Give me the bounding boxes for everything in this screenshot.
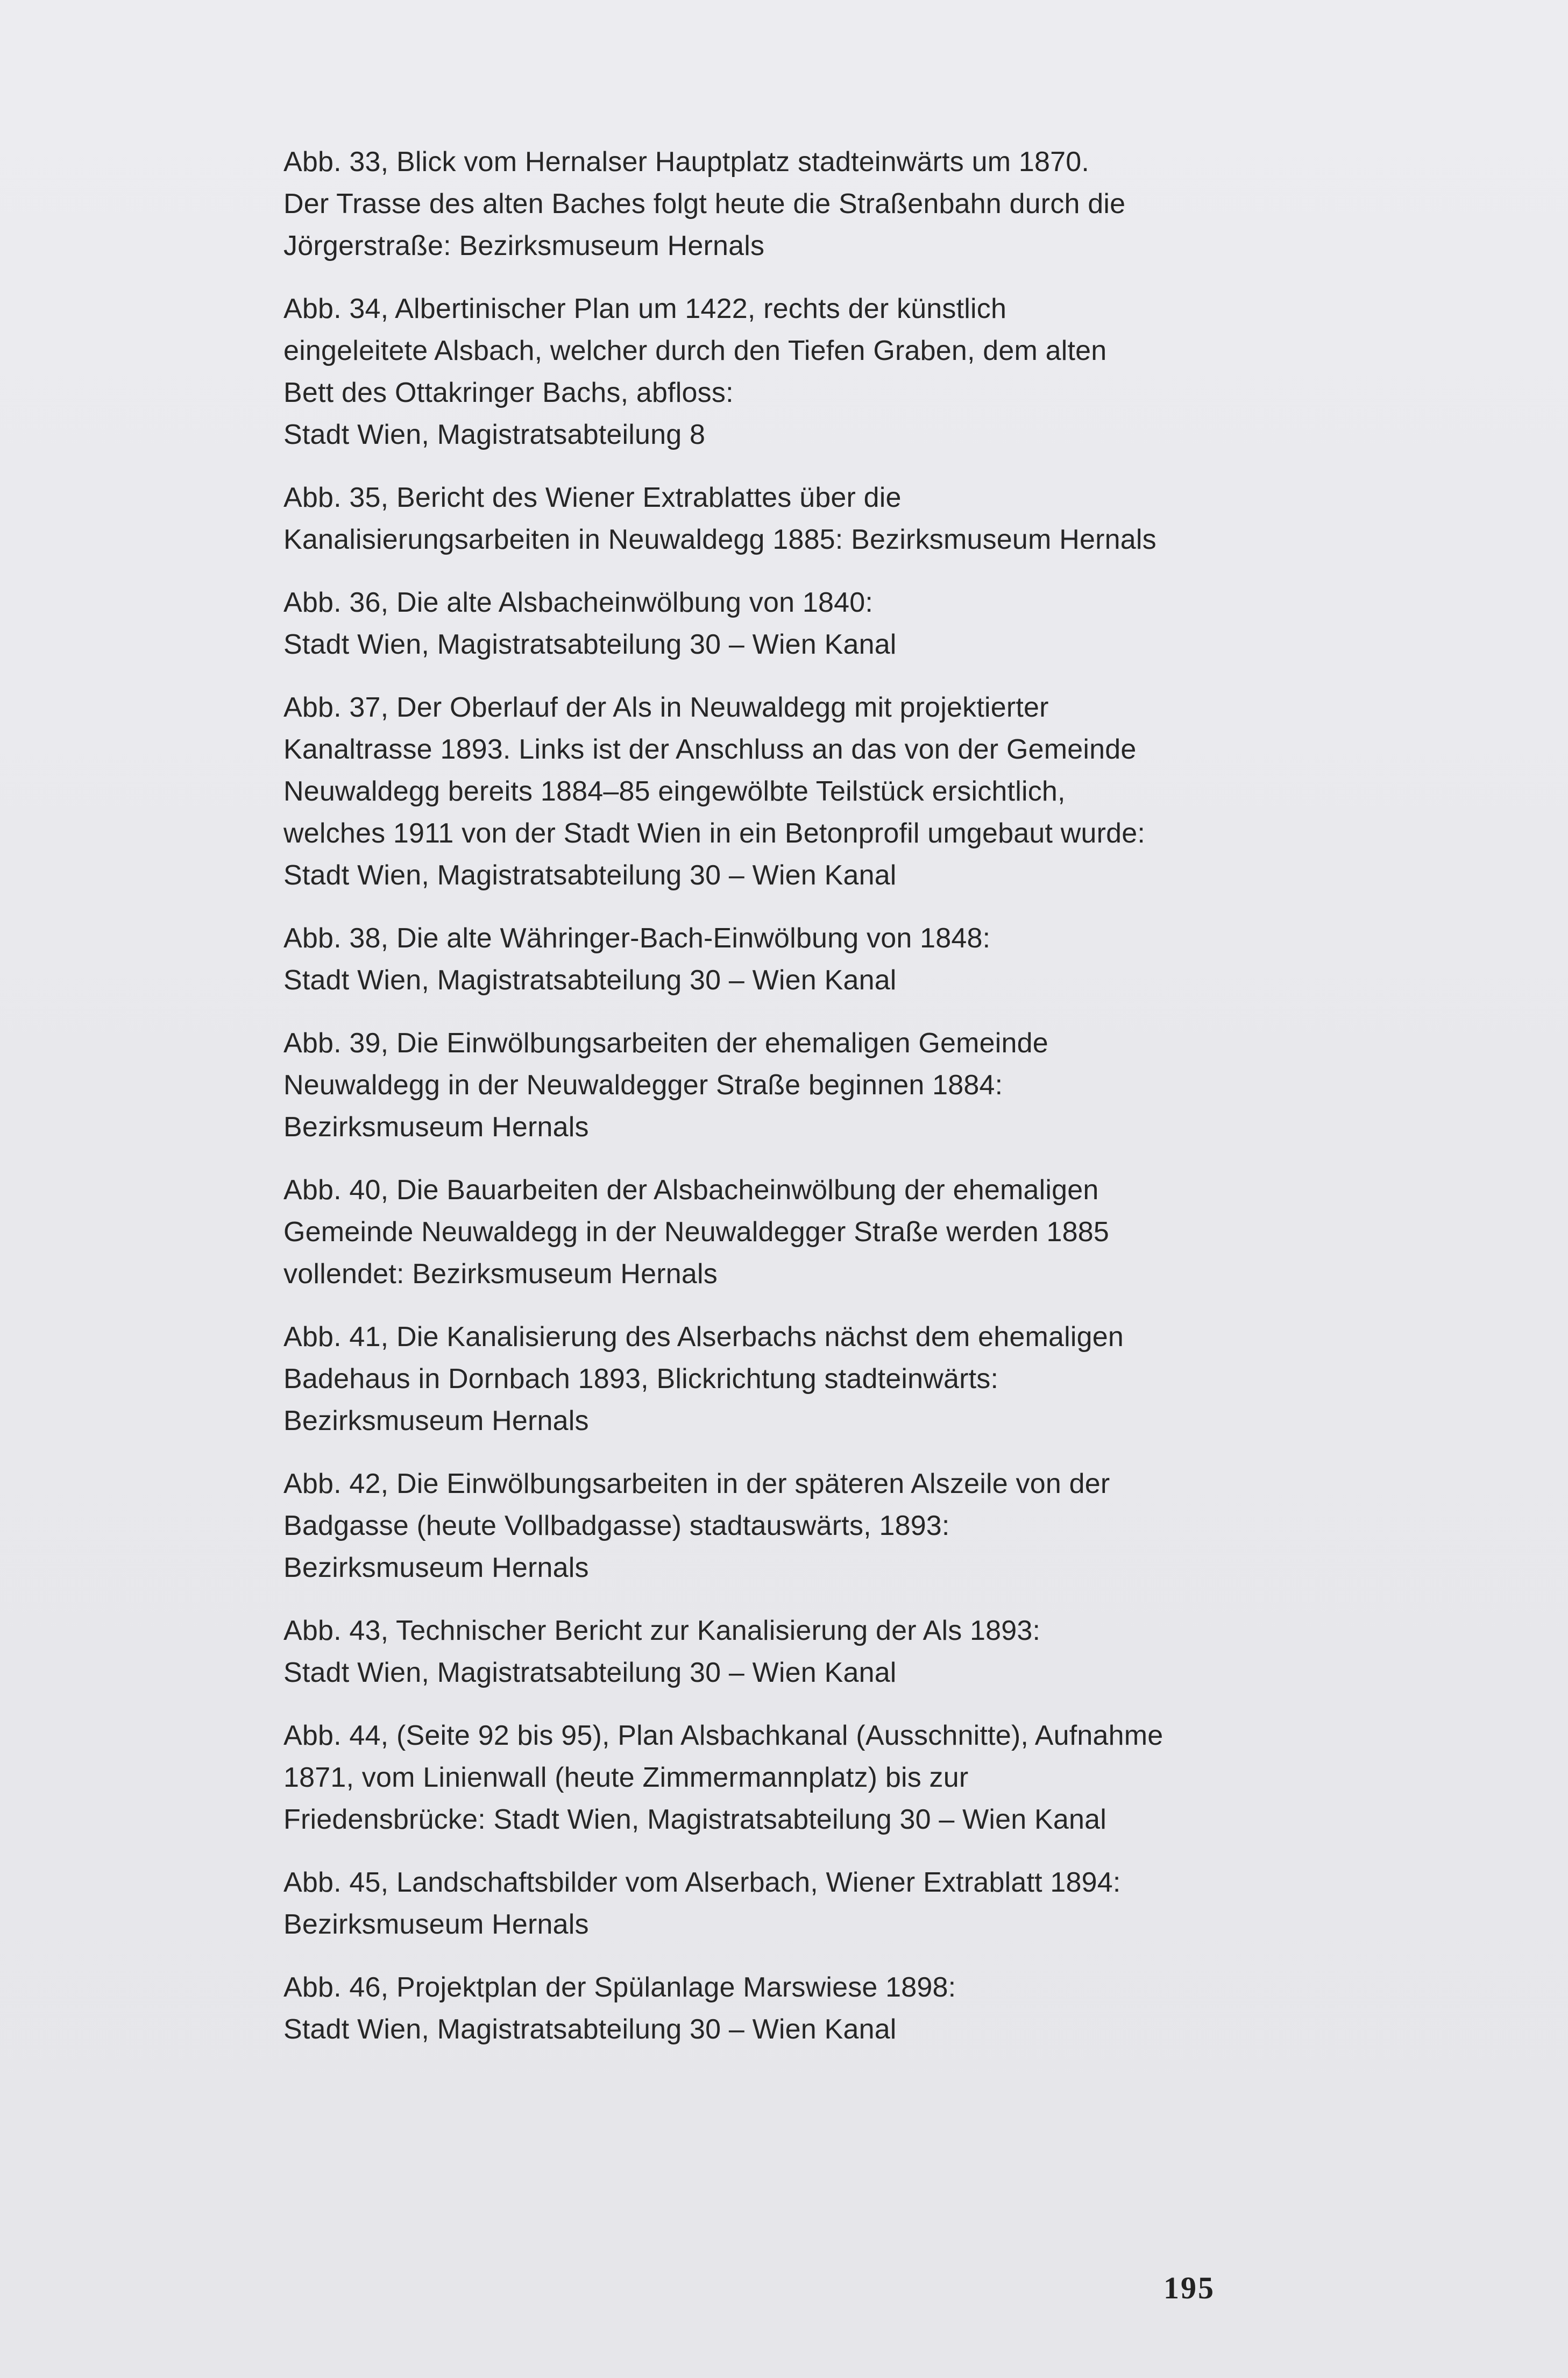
- figure-caption: [283, 1862, 1386, 1945]
- figure-caption: [283, 1316, 1386, 1442]
- caption-line: Abb. 42, Die Einwölbungsarbeiten in der späteren Alszeile von der: [283, 1468, 1110, 1499]
- figure-caption: [283, 686, 1386, 896]
- caption-line: Abb. 33, Blick vom Hernalser Hauptplatz stadteinwärts um 1870.: [283, 146, 1090, 178]
- caption-line: 1871, vom Linienwall (heute Zimmermannplatz) bis zur: [283, 1762, 969, 1793]
- caption-line: eingeleitete Alsbach, welcher durch den Tiefen Graben, dem alten: [283, 335, 1107, 366]
- caption-line: Badehaus in Dornbach 1893, Blickrichtung stadteinwärts:: [283, 1363, 999, 1395]
- page-number: 195: [1163, 2270, 1215, 2305]
- caption-line: Abb. 40, Die Bauarbeiten der Alsbacheinwölbung der ehemaligen: [283, 1174, 1099, 1206]
- caption-line: Jörgerstraße: Bezirksmuseum Hernals: [283, 230, 765, 261]
- figure-captions-list: [283, 141, 1386, 2071]
- caption-line: Neuwaldegg in der Neuwaldegger Straße beginnen 1884:: [283, 1070, 1003, 1101]
- caption-line: Abb. 38, Die alte Währinger-Bach-Einwölbung von 1848:: [283, 923, 991, 954]
- caption-line: Stadt Wien, Magistratsabteilung 30 – Wien Kanal: [283, 2014, 897, 2045]
- caption-line: Abb. 43, Technischer Bericht zur Kanalisierung der Als 1893:: [283, 1615, 1041, 1646]
- caption-line: Stadt Wien, Magistratsabteilung 30 – Wien Kanal: [283, 860, 897, 891]
- caption-line: Abb. 41, Die Kanalisierung des Alserbachs nächst dem ehemaligen: [283, 1321, 1124, 1353]
- figure-caption: [283, 1463, 1386, 1589]
- caption-line: Stadt Wien, Magistratsabteilung 8: [283, 419, 706, 450]
- caption-line: welches 1911 von der Stadt Wien in ein Betonprofil umgebaut wurde:: [283, 818, 1146, 849]
- caption-line: Abb. 45, Landschaftsbilder vom Alserbach, Wiener Extrablatt 1894:: [283, 1867, 1121, 1898]
- caption-line: Abb. 35, Bericht des Wiener Extrablattes über die: [283, 482, 902, 513]
- figure-caption: [283, 141, 1386, 267]
- caption-line: Abb. 46, Projektplan der Spülanlage Marswiese 1898:: [283, 1972, 956, 2003]
- caption-line: Kanalisierungsarbeiten in Neuwaldegg 1885: Bezirksmuseum Hernals: [283, 524, 1157, 555]
- figure-caption: [283, 917, 1386, 1001]
- caption-line: Stadt Wien, Magistratsabteilung 30 – Wien Kanal: [283, 1657, 897, 1688]
- caption-line: Stadt Wien, Magistratsabteilung 30 – Wien Kanal: [283, 629, 897, 660]
- figure-caption: [283, 1966, 1386, 2050]
- caption-line: Bezirksmuseum Hernals: [283, 1909, 589, 1940]
- caption-line: Abb. 39, Die Einwölbungsarbeiten der ehemaligen Gemeinde: [283, 1028, 1048, 1059]
- caption-line: Bett des Ottakringer Bachs, abfloss:: [283, 377, 734, 408]
- caption-line: Kanaltrasse 1893. Links ist der Anschluss an das von der Gemeinde: [283, 734, 1137, 765]
- figure-caption: [283, 582, 1386, 666]
- caption-line: Der Trasse des alten Baches folgt heute die Straßenbahn durch die: [283, 188, 1126, 220]
- caption-line: Friedensbrücke: Stadt Wien, Magistratsabteilung 30 – Wien Kanal: [283, 1804, 1107, 1835]
- caption-line: Bezirksmuseum Hernals: [283, 1405, 589, 1436]
- caption-line: Abb. 44, (Seite 92 bis 95), Plan Alsbachkanal (Ausschnitte), Aufnahme: [283, 1720, 1163, 1751]
- figure-caption: [283, 477, 1386, 561]
- caption-line: Bezirksmuseum Hernals: [283, 1112, 589, 1143]
- figure-caption: [283, 288, 1386, 456]
- caption-line: Neuwaldegg bereits 1884–85 eingewölbte Teilstück ersichtlich,: [283, 776, 1066, 807]
- caption-line: Abb. 34, Albertinischer Plan um 1422, rechts der künstlich: [283, 293, 1007, 324]
- caption-line: Bezirksmuseum Hernals: [283, 1552, 589, 1583]
- caption-line: Abb. 36, Die alte Alsbacheinwölbung von 1840:: [283, 587, 873, 618]
- caption-line: Abb. 37, Der Oberlauf der Als in Neuwaldegg mit projektierter: [283, 692, 1049, 723]
- caption-line: Badgasse (heute Vollbadgasse) stadtauswärts, 1893:: [283, 1510, 950, 1541]
- figure-caption: [283, 1610, 1386, 1694]
- caption-line: vollendet: Bezirksmuseum Hernals: [283, 1258, 718, 1290]
- caption-line: Stadt Wien, Magistratsabteilung 30 – Wien Kanal: [283, 965, 897, 996]
- figure-caption: [283, 1022, 1386, 1148]
- figure-caption: [283, 1715, 1386, 1841]
- figure-caption: [283, 1169, 1386, 1295]
- caption-line: Gemeinde Neuwaldegg in der Neuwaldegger Straße werden 1885: [283, 1216, 1109, 1248]
